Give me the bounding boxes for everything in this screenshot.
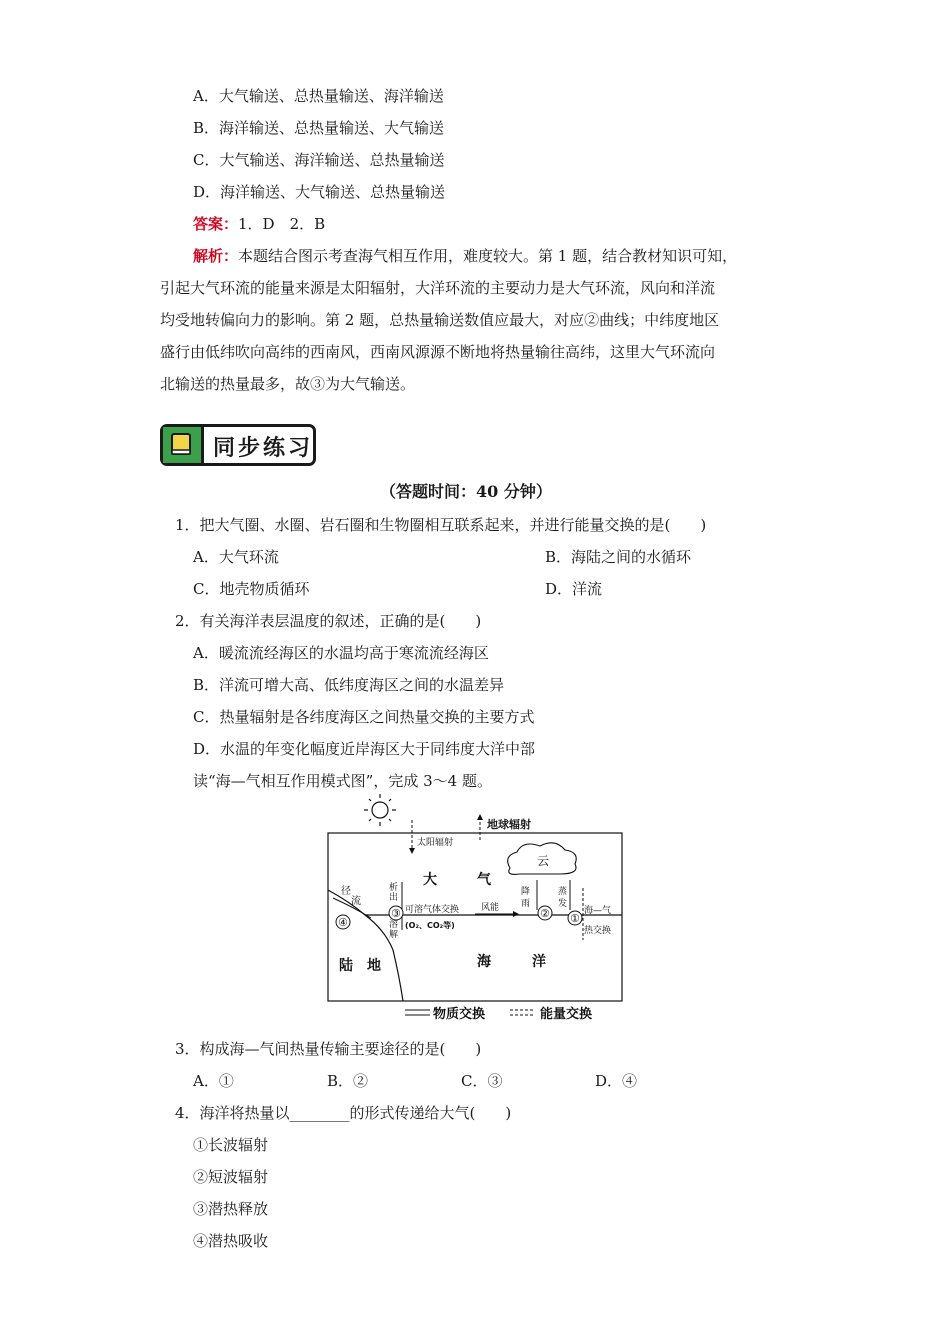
svg-text:流: 流 [351, 896, 361, 907]
option-b: B．海洋输送、总热量输送、大气输送 [193, 119, 445, 137]
section-badge [160, 424, 316, 466]
svg-text:陆: 陆 [339, 958, 353, 974]
svg-text:地: 地 [367, 958, 381, 974]
q1-stem: 1．把大气圈、水圈、岩石圈和生物圈相互联系起来，并进行能量交换的是( ) [175, 516, 707, 534]
q3-stem: 3．构成海—气间热量传输主要途径的是( ) [175, 1040, 482, 1058]
q2-option-a: A．暖流流经海区的水温均高于寒流流经海区 [193, 644, 489, 662]
q2-stem: 2．有关海洋表层温度的叙述，正确的是( ) [175, 612, 482, 630]
q2-option-b: B．洋流可增大高、低纬度海区之间的水温差异 [193, 676, 505, 694]
marker-4: ④ [338, 916, 348, 929]
svg-text:风能: 风能 [481, 903, 500, 913]
answer-line [193, 214, 325, 234]
book-icon [163, 427, 204, 463]
q2-option-c: C．热量辐射是各纬度海区之间热量交换的主要方式 [193, 708, 535, 726]
svg-text:海: 海 [477, 954, 491, 970]
earth-label: 地球辐射 [487, 818, 531, 831]
legend-energy: 能量交换 [540, 1007, 593, 1022]
q4-stem: 4．海洋将热量以________的形式传递给大气( ) [175, 1104, 512, 1122]
q4-item-3: ③潜热释放 [193, 1200, 269, 1218]
q1-option-d: D．洋流 [545, 580, 603, 598]
q3-option-d: D．④ [595, 1072, 638, 1090]
svg-text:解: 解 [389, 930, 399, 940]
marker-1: ① [570, 912, 580, 925]
q4-item-4: ④潜热吸收 [193, 1232, 269, 1250]
analysis-line-3: 均受地转偏向力的影响。第 2 题，总热量输送数值应最大，对应②曲线；中纬度地区 [160, 311, 720, 329]
analysis-line-1: 解析：本题结合图示考查海气相互作用，难度较大。第 1 题，结合教材知识可知， [193, 247, 738, 265]
svg-text:溶: 溶 [389, 920, 399, 930]
q1-option-c: C．地壳物质循环 [193, 580, 310, 598]
svg-text:径: 径 [341, 886, 351, 897]
sea-air-diagram [325, 790, 625, 1025]
solar-label: 太阳辐射 [417, 838, 454, 848]
option-c: C．大气输送、海洋输送、总热量输送 [193, 151, 445, 169]
svg-text:出: 出 [389, 893, 399, 903]
cloud-label: 云 [537, 854, 550, 868]
marker-3: ③ [391, 907, 401, 920]
svg-text:发: 发 [558, 899, 568, 909]
svg-text:蒸: 蒸 [558, 887, 568, 897]
q1-option-b: B．海陆之间的水循环 [545, 548, 692, 566]
svg-text:洋: 洋 [532, 954, 546, 970]
svg-text:析: 析 [389, 883, 399, 893]
q3-option-c: C．③ [461, 1072, 503, 1090]
q3-option-a: A．① [193, 1072, 234, 1090]
answer-value: 1．D 2．B [238, 215, 326, 233]
option-d: D．海洋输送、大气输送、总热量输送 [193, 183, 446, 201]
svg-text:降: 降 [521, 887, 531, 897]
svg-text:可溶气体交换: 可溶气体交换 [405, 905, 460, 915]
q3-option-b: B．② [327, 1072, 369, 1090]
q1-option-a: A．大气环流 [193, 548, 279, 566]
analysis-line-2: 引起大气环流的能量来源是太阳辐射，大洋环流的主要动力是大气环流，风向和洋流 [160, 279, 716, 297]
analysis-label: 解析： [193, 247, 239, 265]
analysis-line-4: 盛行由低纬吹向高纬的西南风，西南风源源不断地将热量输往高纬，这里大气环流向 [160, 343, 716, 361]
q4-item-2: ②短波辐射 [193, 1168, 269, 1186]
svg-text:海—气: 海—气 [584, 906, 612, 916]
section-title: 同步练习 [213, 436, 314, 461]
legend-matter: 物质交换 [433, 1007, 486, 1022]
analysis-line-5: 北输送的热量最多，故③为大气输送。 [160, 375, 416, 393]
option-a: A．大气输送、总热量输送、海洋输送 [193, 87, 444, 105]
svg-text:气: 气 [477, 872, 491, 888]
read-intro: 读“海—气相互作用模式图”，完成 3～4 题。 [193, 772, 492, 790]
svg-text:大: 大 [423, 872, 437, 888]
q4-item-1: ①长波辐射 [193, 1136, 269, 1154]
answer-label: 答案： [193, 215, 239, 233]
svg-text:(O₂、CO₂等): (O₂、CO₂等) [405, 921, 455, 930]
sun-icon [364, 794, 396, 826]
svg-text:热交换: 热交换 [584, 926, 612, 936]
marker-2: ② [540, 907, 550, 920]
svg-text:雨: 雨 [521, 899, 531, 909]
q2-option-d: D．水温的年变化幅度近岸海区大于同纬度大洋中部 [193, 740, 536, 758]
answer-time: （答题时间：40 分钟） [380, 482, 552, 501]
